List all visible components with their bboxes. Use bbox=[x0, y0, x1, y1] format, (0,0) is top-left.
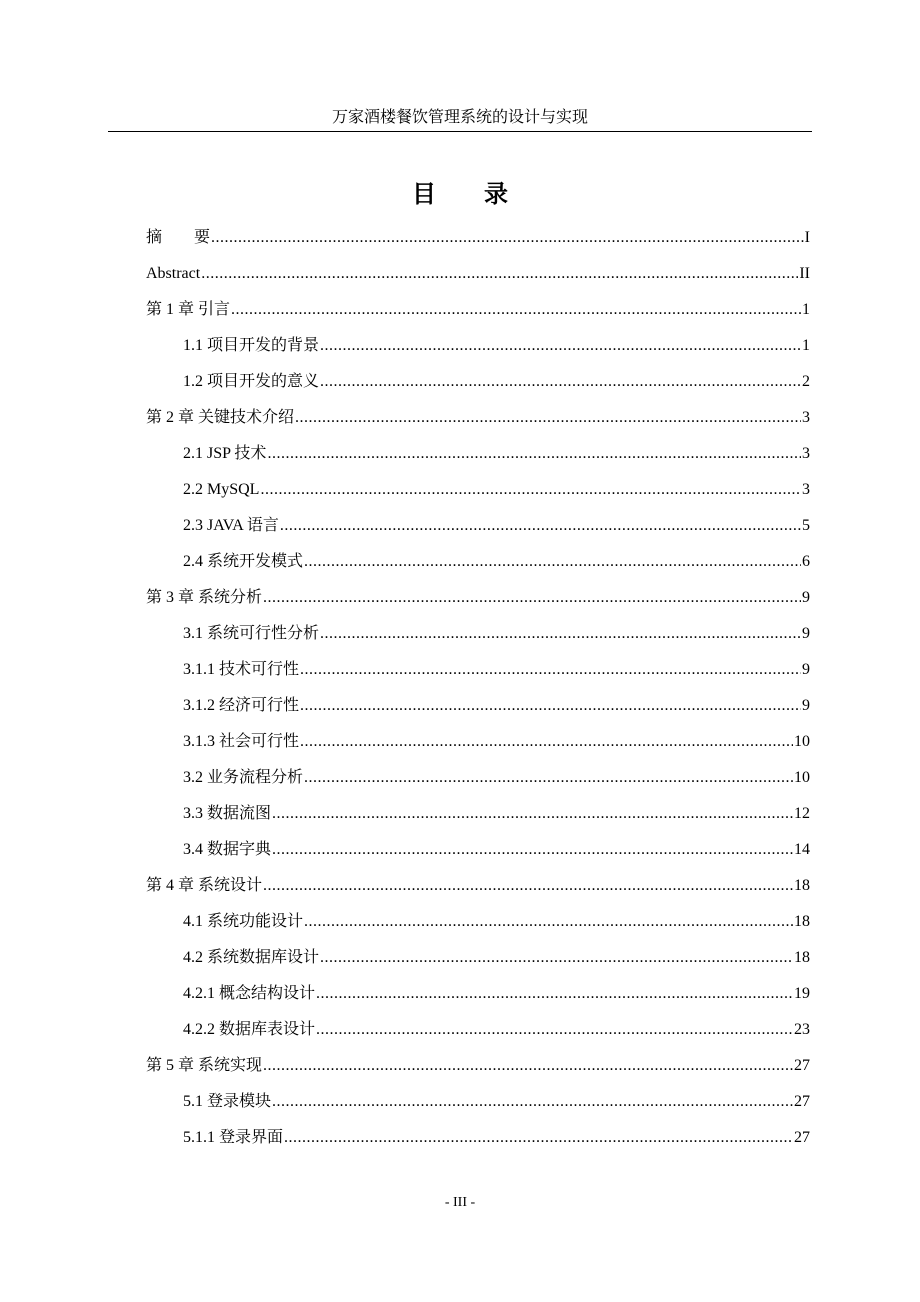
toc-entry-page: 3 bbox=[802, 409, 810, 426]
toc-entry-label: Abstract bbox=[146, 265, 201, 282]
toc-entry-label: 3.3 数据流图 bbox=[183, 805, 272, 822]
toc-entry-label: 摘 要 bbox=[146, 229, 211, 246]
dot-leader bbox=[316, 976, 793, 1012]
dot-leader bbox=[263, 868, 793, 904]
toc-entry-page: 9 bbox=[802, 589, 810, 606]
dot-leader bbox=[304, 760, 793, 796]
dot-leader bbox=[320, 364, 801, 400]
toc-entry[interactable] bbox=[146, 688, 810, 724]
toc-entry-label: 3.1 系统可行性分析 bbox=[183, 625, 320, 642]
dot-leader bbox=[320, 328, 801, 364]
header-rule bbox=[108, 131, 812, 132]
toc-entry[interactable] bbox=[146, 220, 810, 256]
toc-entry[interactable] bbox=[146, 1084, 810, 1120]
dot-leader bbox=[300, 724, 793, 760]
toc-entry[interactable] bbox=[146, 868, 810, 904]
toc-entry[interactable] bbox=[146, 508, 810, 544]
toc-entry-page: 18 bbox=[794, 877, 810, 894]
toc-entry-label: 2.4 系统开发模式 bbox=[183, 553, 304, 570]
toc-entry-label: 第 3 章 系统分析 bbox=[146, 589, 263, 606]
toc-entry-page: 9 bbox=[802, 625, 810, 642]
toc-entry[interactable] bbox=[146, 1048, 810, 1084]
toc-entry[interactable] bbox=[146, 292, 810, 328]
toc-entry-label: 2.2 MySQL bbox=[183, 481, 260, 498]
toc-entry-page: 12 bbox=[794, 805, 810, 822]
toc-entry[interactable] bbox=[146, 796, 810, 832]
toc-entry[interactable] bbox=[146, 760, 810, 796]
toc-entry[interactable] bbox=[146, 472, 810, 508]
toc-entry[interactable] bbox=[146, 724, 810, 760]
dot-leader bbox=[320, 940, 793, 976]
toc-entry-label: 4.2 系统数据库设计 bbox=[183, 949, 320, 966]
toc-entry[interactable] bbox=[146, 256, 810, 292]
toc-entry-label: 1.2 项目开发的意义 bbox=[183, 373, 320, 390]
toc-entry-page: 1 bbox=[802, 301, 810, 318]
dot-leader bbox=[300, 652, 801, 688]
dot-leader bbox=[304, 544, 801, 580]
toc-entry-label: 1.1 项目开发的背景 bbox=[183, 337, 320, 354]
toc-entry-page: 19 bbox=[794, 985, 810, 1002]
toc-entry-page: 27 bbox=[794, 1129, 810, 1146]
dot-leader bbox=[320, 616, 801, 652]
toc-entry-page: I bbox=[804, 229, 810, 246]
dot-leader bbox=[272, 796, 793, 832]
running-header: 万家酒楼餐饮管理系统的设计与实现 bbox=[331, 109, 588, 126]
dot-leader bbox=[300, 688, 801, 724]
dot-leader bbox=[272, 1084, 793, 1120]
toc-entry[interactable] bbox=[146, 940, 810, 976]
toc-entry-label: 5.1.1 登录界面 bbox=[183, 1129, 284, 1146]
toc-entry[interactable] bbox=[146, 904, 810, 940]
dot-leader bbox=[284, 1120, 793, 1156]
dot-leader bbox=[263, 580, 801, 616]
toc-entry-label: 3.1.2 经济可行性 bbox=[183, 697, 300, 714]
toc-entry-page: 6 bbox=[802, 553, 810, 570]
toc-entry-label: 第 4 章 系统设计 bbox=[146, 877, 263, 894]
toc-title bbox=[0, 176, 920, 212]
dot-leader bbox=[267, 436, 801, 472]
page-number: - III - bbox=[444, 1195, 476, 1210]
toc-entry[interactable] bbox=[146, 1120, 810, 1156]
toc-entry-page: 10 bbox=[794, 733, 810, 750]
dot-leader bbox=[211, 220, 804, 256]
toc-entry-page: 18 bbox=[794, 949, 810, 966]
toc-entry-page: II bbox=[799, 265, 810, 282]
dot-leader bbox=[201, 256, 798, 292]
toc-entry-label: 3.4 数据字典 bbox=[183, 841, 272, 858]
toc-entry-page: 10 bbox=[794, 769, 810, 786]
toc-entry-label: 2.1 JSP 技术 bbox=[183, 445, 267, 462]
toc-entry[interactable] bbox=[146, 832, 810, 868]
toc-title-char-1: 目 bbox=[412, 180, 436, 208]
toc-entry[interactable] bbox=[146, 1012, 810, 1048]
toc-entry-label: 第 5 章 系统实现 bbox=[146, 1057, 263, 1074]
toc-entry[interactable] bbox=[146, 328, 810, 364]
dot-leader bbox=[295, 400, 801, 436]
toc-entry-label: 4.1 系统功能设计 bbox=[183, 913, 304, 930]
toc-entry-page: 5 bbox=[802, 517, 810, 534]
toc-entry-label: 4.2.2 数据库表设计 bbox=[183, 1021, 316, 1038]
toc-entry-label: 第 1 章 引言 bbox=[146, 301, 231, 318]
toc-entry[interactable] bbox=[146, 616, 810, 652]
toc-entry[interactable] bbox=[146, 544, 810, 580]
toc-entry-page: 9 bbox=[802, 697, 810, 714]
toc-entry-label: 4.2.1 概念结构设计 bbox=[183, 985, 316, 1002]
toc-entry-page: 9 bbox=[802, 661, 810, 678]
toc-entry-page: 2 bbox=[802, 373, 810, 390]
table-of-contents bbox=[146, 220, 810, 1156]
dot-leader bbox=[280, 508, 801, 544]
toc-entry-label: 3.1.3 社会可行性 bbox=[183, 733, 300, 750]
toc-entry[interactable] bbox=[146, 652, 810, 688]
toc-entry-page: 3 bbox=[802, 445, 810, 462]
dot-leader bbox=[304, 904, 793, 940]
dot-leader bbox=[260, 472, 801, 508]
toc-entry[interactable] bbox=[146, 580, 810, 616]
toc-entry-label: 3.2 业务流程分析 bbox=[183, 769, 304, 786]
toc-title-char-2: 录 bbox=[484, 180, 508, 208]
toc-entry-label: 2.3 JAVA 语言 bbox=[183, 517, 279, 534]
toc-entry-page: 23 bbox=[794, 1021, 810, 1038]
toc-entry-page: 27 bbox=[794, 1057, 810, 1074]
toc-entry-page: 18 bbox=[794, 913, 810, 930]
dot-leader bbox=[231, 292, 801, 328]
dot-leader bbox=[272, 832, 793, 868]
toc-entry-page: 1 bbox=[802, 337, 810, 354]
toc-entry-page: 3 bbox=[802, 481, 810, 498]
toc-entry[interactable] bbox=[146, 976, 810, 1012]
toc-entry-label: 第 2 章 关键技术介绍 bbox=[146, 409, 295, 426]
toc-entry[interactable] bbox=[146, 364, 810, 400]
toc-entry[interactable] bbox=[146, 400, 810, 436]
toc-entry[interactable] bbox=[146, 436, 810, 472]
toc-entry-label: 5.1 登录模块 bbox=[183, 1093, 272, 1110]
toc-entry-page: 27 bbox=[794, 1093, 810, 1110]
dot-leader bbox=[263, 1048, 793, 1084]
dot-leader bbox=[316, 1012, 793, 1048]
toc-entry-label: 3.1.1 技术可行性 bbox=[183, 661, 300, 678]
toc-entry-page: 14 bbox=[794, 841, 810, 858]
